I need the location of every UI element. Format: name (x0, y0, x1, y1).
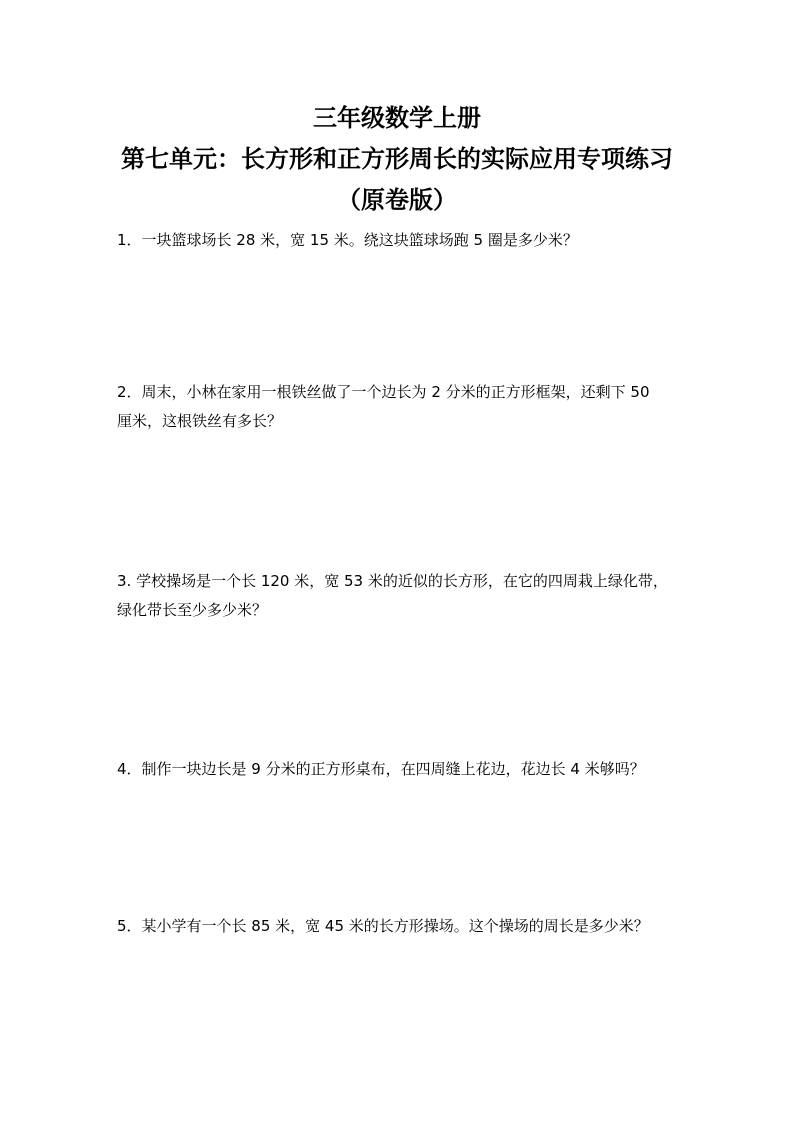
page-title: 三年级数学上册 (313, 104, 481, 132)
question-4 (117, 755, 687, 784)
question-1 (117, 226, 687, 255)
question-2 (117, 378, 687, 436)
question-line: 2．周末，小林在家用一根铁丝做了一个边长为 2 分米的正方形框架，还剩下 50 (117, 383, 650, 401)
question-line: 1．一块篮球场长 28 米，宽 15 米。绕这块篮球场跑 5 圈是多少米？ (117, 231, 578, 249)
edition-label: （原卷版） (337, 186, 457, 214)
question-line: 厘米，这根铁丝有多长？ (117, 412, 283, 430)
question-line: 5．某小学有一个长 85 米，宽 45 米的长方形操场。这个操场的周长是多少米？ (117, 917, 649, 935)
question-line: 4．制作一块边长是 9 分米的正方形桌布，在四周缝上花边，花边长 4 米够吗？ (117, 760, 645, 778)
unit-subtitle: 第七单元：长方形和正方形周长的实际应用专项练习 (121, 145, 673, 173)
question-3 (117, 567, 687, 625)
question-5 (117, 912, 687, 941)
question-line: 3. 学校操场是一个长 120 米，宽 53 米的近似的长方形，在它的四周栽上绿化带， (117, 572, 668, 590)
question-line: 绿化带长至少多少米？ (117, 601, 268, 619)
